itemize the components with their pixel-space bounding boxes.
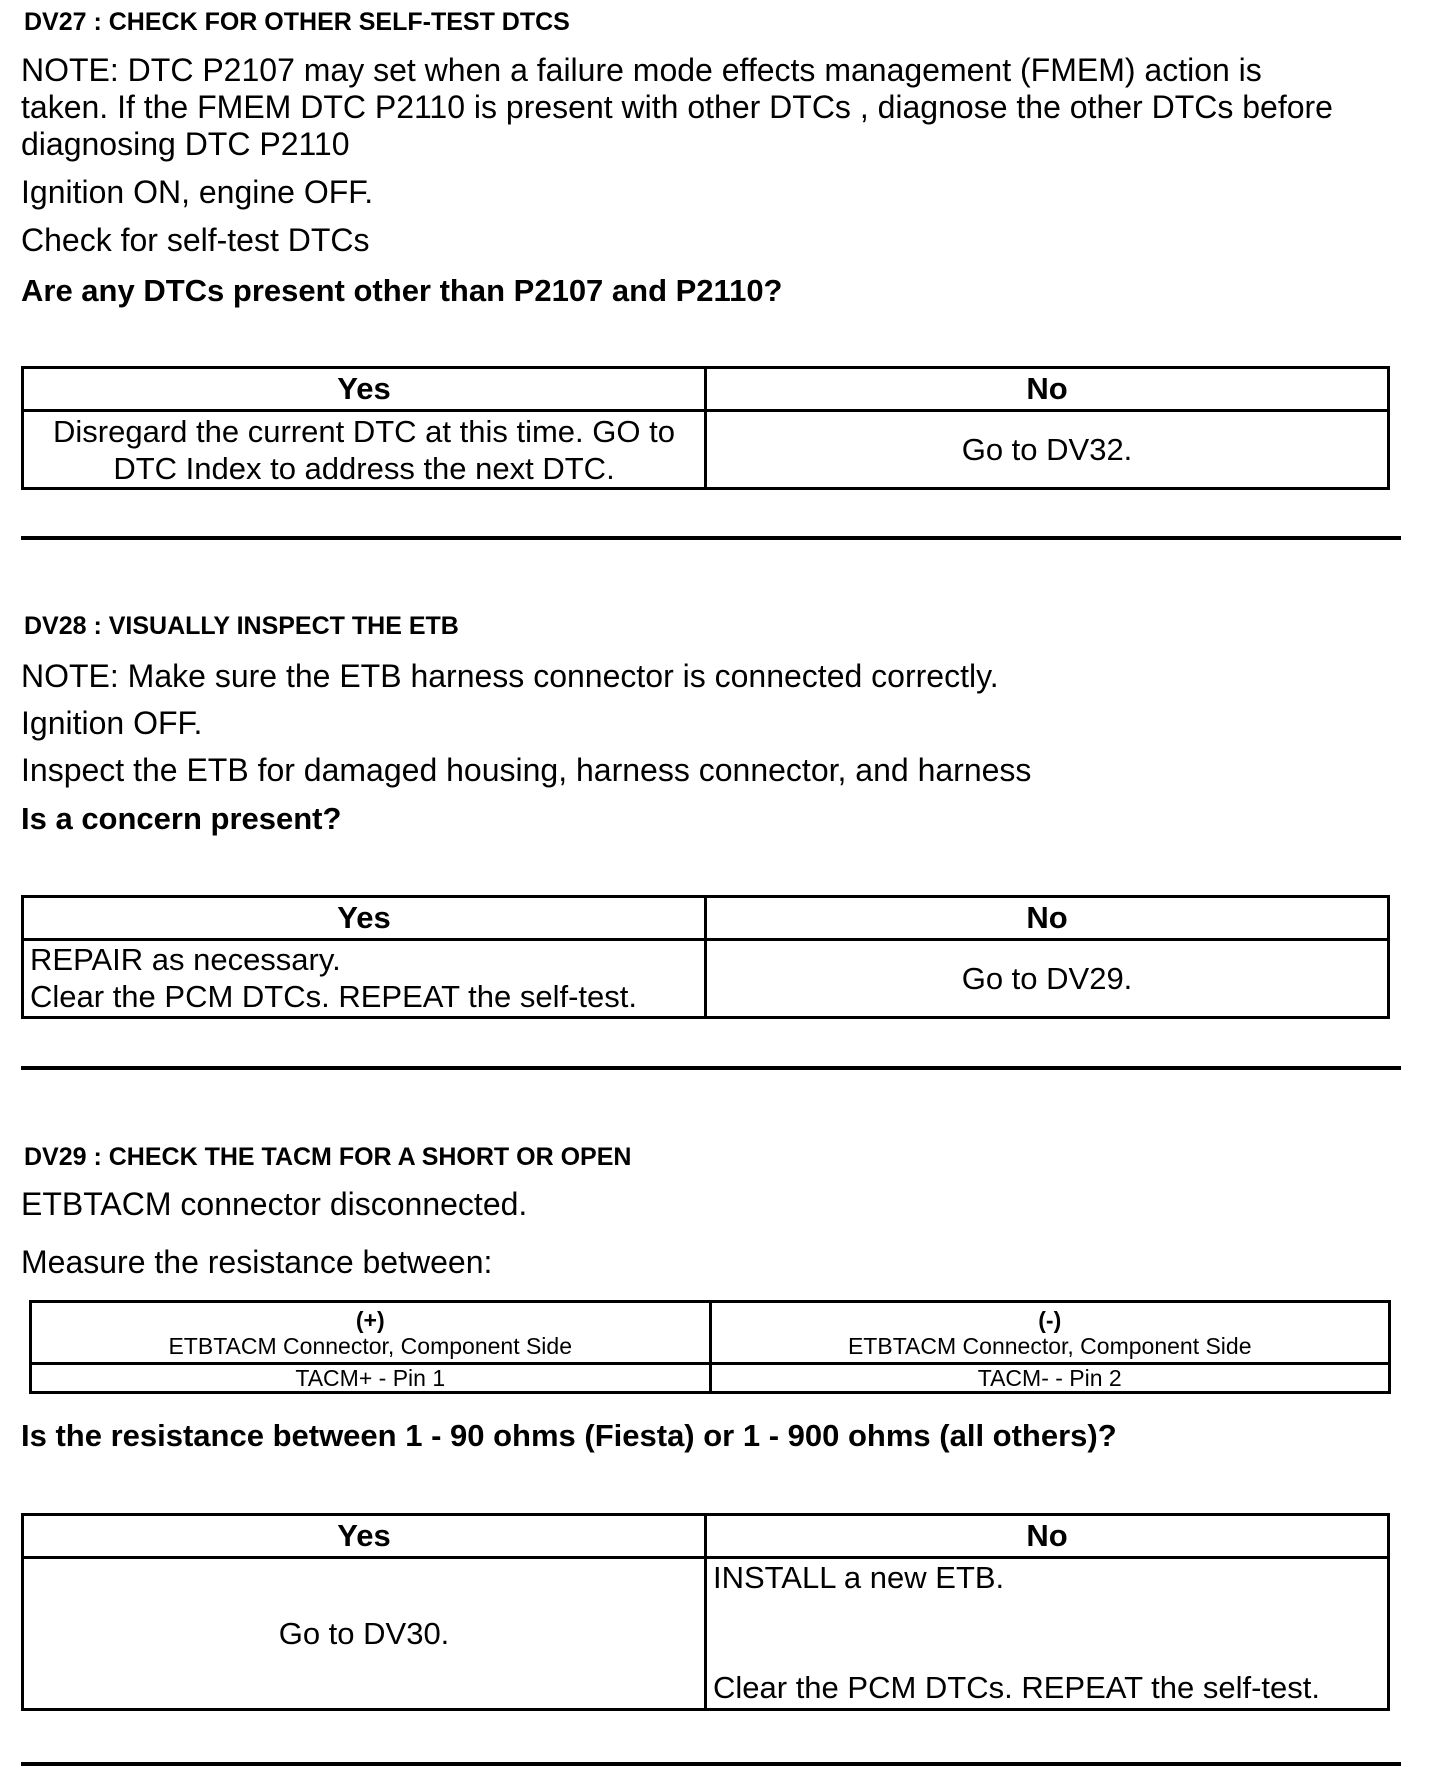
yes-header: Yes [23,897,706,940]
section-heading: DV27 : CHECK FOR OTHER SELF-TEST DTCS [24,8,570,36]
yes-cell [23,940,706,1018]
yes-line: Go to DV30. [278,1615,450,1651]
no-header: No [706,1515,1389,1558]
note-line: NOTE: Make sure the ETB harness connector is connected correctly. [21,658,999,694]
step-text: Ignition ON, engine OFF. [21,174,374,210]
yes-line: DTC Index to address the next DTC. [113,450,615,486]
connector-label: ETBTACM Connector, Component Side [847,1332,1252,1359]
step-text: Inspect the ETB for damaged housing, harness connector, and harness [21,752,1032,788]
yes-cell [23,1558,706,1710]
section-divider [21,1762,1401,1766]
no-line: Go to DV29. [961,960,1133,996]
step-text: Check for self-test DTCs [21,222,370,258]
yes-no-table [21,366,1390,490]
section-divider [21,536,1401,540]
yes-header: Yes [23,368,706,411]
no-line: Go to DV32. [961,431,1133,467]
yes-cell [23,411,706,489]
no-line: Clear the PCM DTCs. REPEAT the self-test. [713,1670,1320,1705]
no-cell [706,411,1389,489]
yes-line: Disregard the current DTC at this time. GO to [53,413,675,449]
negative-pin: TACM- - Pin 2 [710,1364,1390,1393]
step-text: ETBTACM connector disconnected. [21,1186,528,1222]
section-heading: DV29 : CHECK THE TACM FOR A SHORT OR OPEN [24,1143,632,1171]
no-cell [706,940,1389,1018]
note-line: diagnosing DTC P2110 [21,126,350,162]
yes-header: Yes [23,1515,706,1558]
positive-pin: TACM+ - Pin 1 [31,1364,711,1393]
yes-line: REPAIR as necessary. [30,942,341,977]
section-divider [21,1066,1401,1070]
step-text: Ignition OFF. [21,705,203,741]
no-line: INSTALL a new ETB. [713,1560,1005,1595]
step-text: Measure the resistance between: [21,1244,493,1280]
positive-probe-header [31,1302,711,1364]
question-text: Are any DTCs present other than P2107 and P2110? [21,273,783,308]
positive-label: (+) [355,1306,385,1333]
yes-no-table [21,1513,1390,1711]
section-heading: DV28 : VISUALLY INSPECT THE ETB [24,612,459,640]
yes-no-table [21,895,1390,1019]
negative-probe-header [710,1302,1390,1364]
measurement-table [29,1300,1391,1394]
negative-label: (-) [1038,1306,1062,1333]
note-line: taken. If the FMEM DTC P2110 is present with other DTCs , diagnose the other DTCs before [21,89,1333,125]
no-cell [706,1558,1389,1710]
no-header: No [706,897,1389,940]
question-text: Is the resistance between 1 - 90 ohms (Fiesta) or 1 - 900 ohms (all others)? [21,1418,1117,1453]
connector-label: ETBTACM Connector, Component Side [168,1332,573,1359]
no-header: No [706,368,1389,411]
note-line: NOTE: DTC P2107 may set when a failure mode effects management (FMEM) action is [21,52,1262,88]
yes-line: Clear the PCM DTCs. REPEAT the self-test. [30,979,637,1014]
question-text: Is a concern present? [21,801,342,836]
